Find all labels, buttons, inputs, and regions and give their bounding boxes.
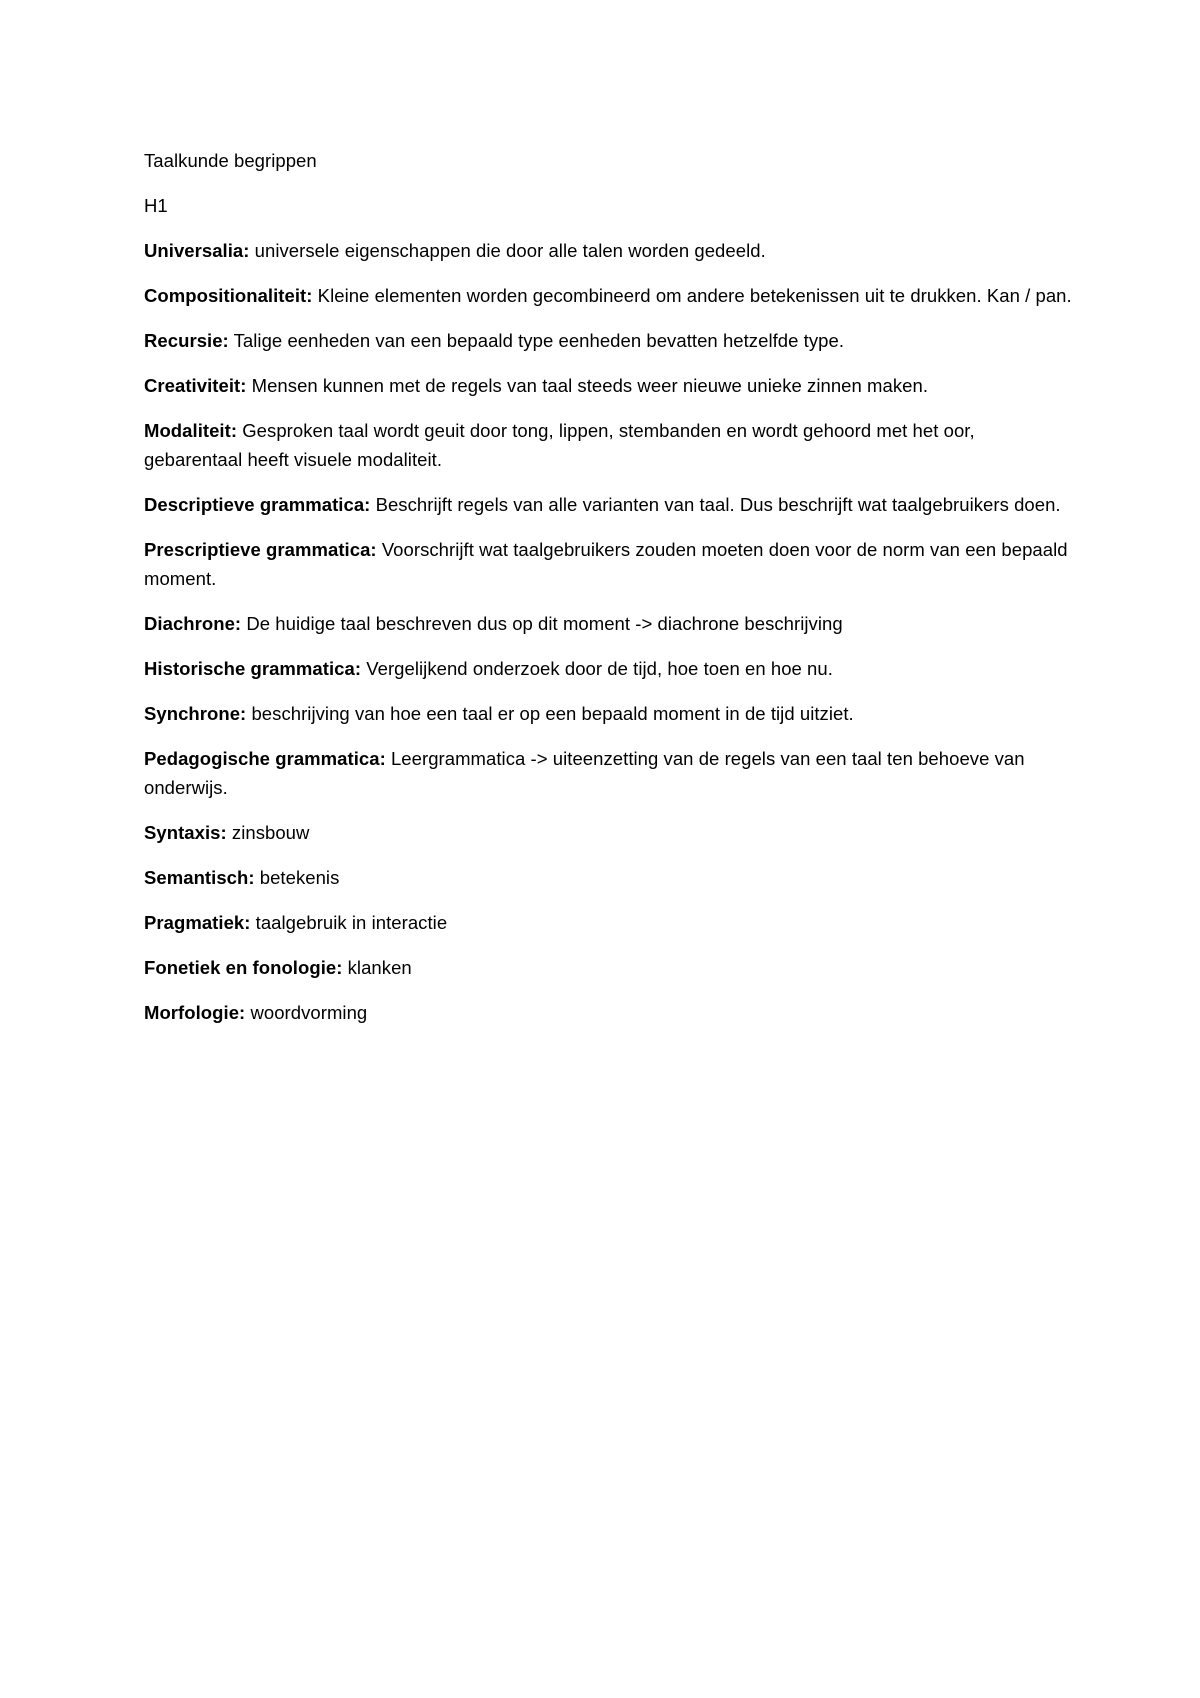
document-body — [144, 146, 1074, 1043]
definition-entry — [144, 535, 1074, 593]
term-definition: klanken — [342, 957, 412, 978]
definition-entry — [144, 654, 1074, 683]
definition-entry — [144, 863, 1074, 892]
term-label: Pedagogische grammatica: — [144, 748, 386, 769]
term-label: Syntaxis: — [144, 822, 227, 843]
term-label: Pragmatiek: — [144, 912, 251, 933]
term-definition: beschrijving van hoe een taal er op een bepaald moment in de tijd uitziet. — [246, 703, 854, 724]
term-definition: Voorschrijft wat taalgebruikers zouden moeten doen voor de norm van een bepaald moment. — [144, 539, 1068, 589]
term-label: Recursie: — [144, 330, 229, 351]
term-definition: Mensen kunnen met de regels van taal steeds weer nieuwe unieke zinnen maken. — [246, 375, 929, 396]
definition-entry — [144, 371, 1074, 400]
term-definition: Gesproken taal wordt geuit door tong, lippen, stembanden en wordt gehoord met het oor, gebarentaal heeft visuele modaliteit. — [144, 420, 975, 470]
definition-entry — [144, 236, 1074, 265]
term-definition: Kleine elementen worden gecombineerd om andere betekenissen uit te drukken. Kan / pan. — [312, 285, 1072, 306]
chapter-heading: H1 — [144, 195, 168, 216]
term-label: Prescriptieve grammatica: — [144, 539, 377, 560]
definition-entry — [144, 326, 1074, 355]
definition-entry — [144, 699, 1074, 728]
term-label: Compositionaliteit: — [144, 285, 313, 306]
term-label: Synchrone: — [144, 703, 247, 724]
definition-entry — [144, 998, 1074, 1027]
term-definition: Talige eenheden van een bepaald type eenheden bevatten hetzelfde type. — [228, 330, 845, 351]
term-definition: zinsbouw — [226, 822, 310, 843]
term-label: Universalia: — [144, 240, 250, 261]
term-definition: Leergrammatica -> uiteenzetting van de regels van een taal ten behoeve van onderwijs. — [144, 748, 1025, 798]
term-label: Descriptieve grammatica: — [144, 494, 371, 515]
definition-entry — [144, 416, 1074, 474]
term-definition: universele eigenschappen die door alle talen worden gedeeld. — [249, 240, 766, 261]
definition-entry — [144, 609, 1074, 638]
term-definition: Vergelijkend onderzoek door de tijd, hoe toen en hoe nu. — [361, 658, 833, 679]
term-label: Diachrone: — [144, 613, 242, 634]
term-definition: woordvorming — [245, 1002, 368, 1023]
term-label: Creativiteit: — [144, 375, 247, 396]
term-label: Fonetiek en fonologie: — [144, 957, 343, 978]
term-definition: Beschrijft regels van alle varianten van taal. Dus beschrijft wat taalgebruikers doen. — [370, 494, 1061, 515]
document-title: Taalkunde begrippen — [144, 150, 317, 171]
term-definition: De huidige taal beschreven dus op dit moment -> diachrone beschrijving — [241, 613, 843, 634]
definition-entry — [144, 744, 1074, 802]
definition-entry — [144, 281, 1074, 310]
term-label: Modaliteit: — [144, 420, 238, 441]
term-label: Semantisch: — [144, 867, 255, 888]
definition-entry — [144, 953, 1074, 982]
definition-entry — [144, 818, 1074, 847]
term-definition: betekenis — [254, 867, 340, 888]
definition-entry — [144, 490, 1074, 519]
term-definition: taalgebruik in interactie — [250, 912, 448, 933]
term-label: Historische grammatica: — [144, 658, 362, 679]
term-label: Morfologie: — [144, 1002, 246, 1023]
definition-entry — [144, 908, 1074, 937]
